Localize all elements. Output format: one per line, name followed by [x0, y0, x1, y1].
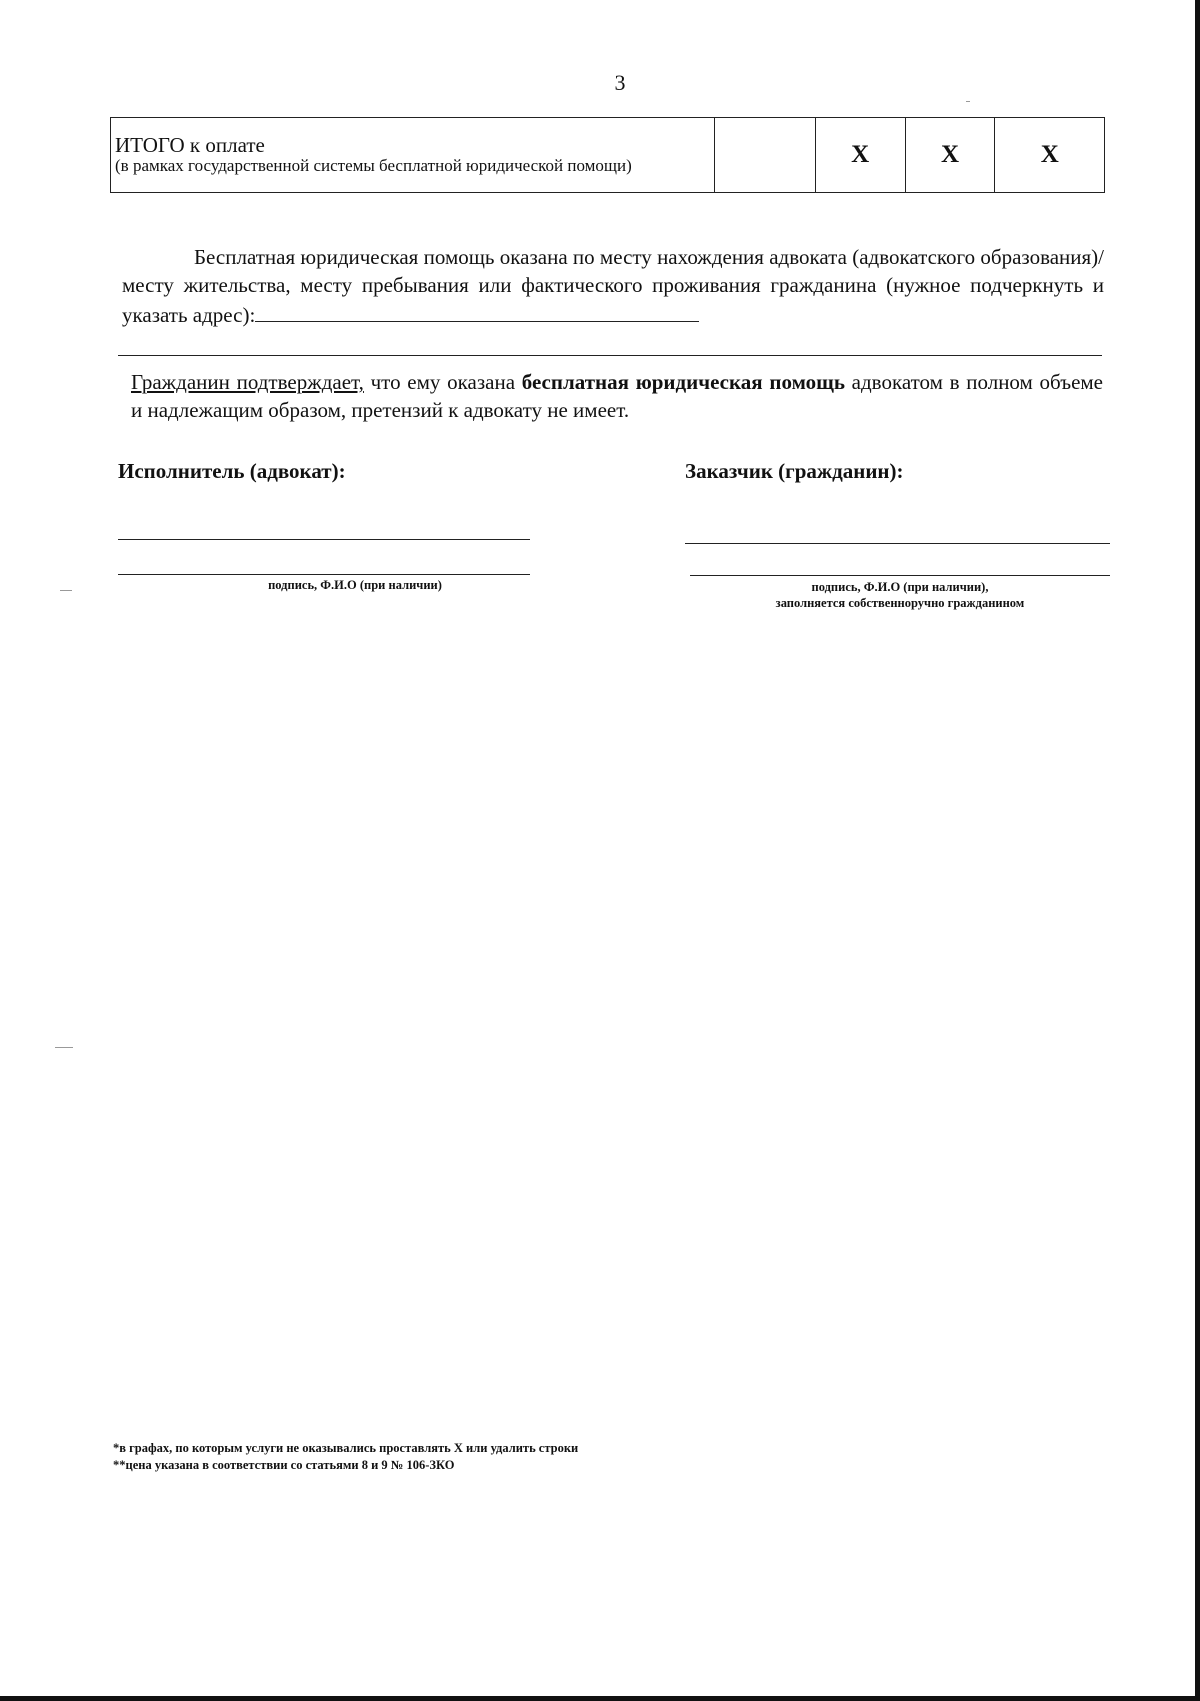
scan-speck [966, 101, 970, 102]
address-continuation-line[interactable] [118, 355, 1102, 356]
total-label-cell [111, 118, 715, 193]
confirmation-paragraph [131, 368, 1103, 424]
customer-caption-line-1: подпись, Ф.И.О (при наличии), [811, 580, 989, 594]
confirmation-text-end: адвокатом в полном объеме и надлежащим образом, претензий к адвокату не имеет. [131, 370, 1103, 422]
customer-name-line[interactable] [690, 575, 1110, 576]
customer-heading: Заказчик (гражданин): [685, 459, 904, 483]
total-mark-cell: X [905, 118, 995, 193]
customer-signature-caption [715, 579, 1085, 611]
page-number: 3 [614, 70, 626, 95]
confirmation-bold-text: бесплатная юридическая помощь [521, 370, 845, 394]
service-place-text: Бесплатная юридическая помощь оказана по месту нахождения адвоката (адвокатского образования)/ месту жительства, месту пребывания или фактического проживания гражданина (нужное подчеркнуть и указать адрес): [122, 245, 1104, 327]
executor-signature-caption: подпись, Ф.И.О (при наличии) [268, 578, 442, 592]
customer-caption-line-2: заполняется собственноручно гражданином [775, 596, 1025, 610]
footnote-1: *в графах, по которым услуги не оказывались проставлять X или удалить строки [113, 1441, 579, 1455]
confirmation-text: что ему оказана [363, 370, 522, 394]
address-field[interactable] [255, 299, 699, 322]
total-amount-cell [715, 118, 815, 193]
service-place-paragraph [122, 243, 1104, 329]
executor-heading: Исполнитель (адвокат): [118, 459, 346, 483]
total-subtitle: (в рамках государственной системы бесплатной юридической помощи) [115, 156, 632, 176]
total-mark-cell: X [815, 118, 905, 193]
total-title: ИТОГО к оплате [115, 133, 265, 158]
customer-signature-line[interactable] [685, 543, 1110, 544]
scan-edge-bottom [0, 1696, 1200, 1701]
footnote-2: **цена указана в соответствии со статьями 8 и 9 № 106-ЗКО [113, 1458, 455, 1472]
scan-speck [60, 590, 72, 591]
executor-signature-line[interactable] [118, 539, 530, 540]
scan-edge-right [1195, 0, 1200, 1701]
total-row [111, 118, 1105, 193]
total-payment-table [110, 117, 1105, 193]
executor-name-line[interactable] [118, 574, 530, 575]
total-mark-cell: X [995, 118, 1105, 193]
confirmation-lead: Гражданин подтверждает, [131, 370, 364, 394]
scan-speck [55, 1047, 73, 1048]
